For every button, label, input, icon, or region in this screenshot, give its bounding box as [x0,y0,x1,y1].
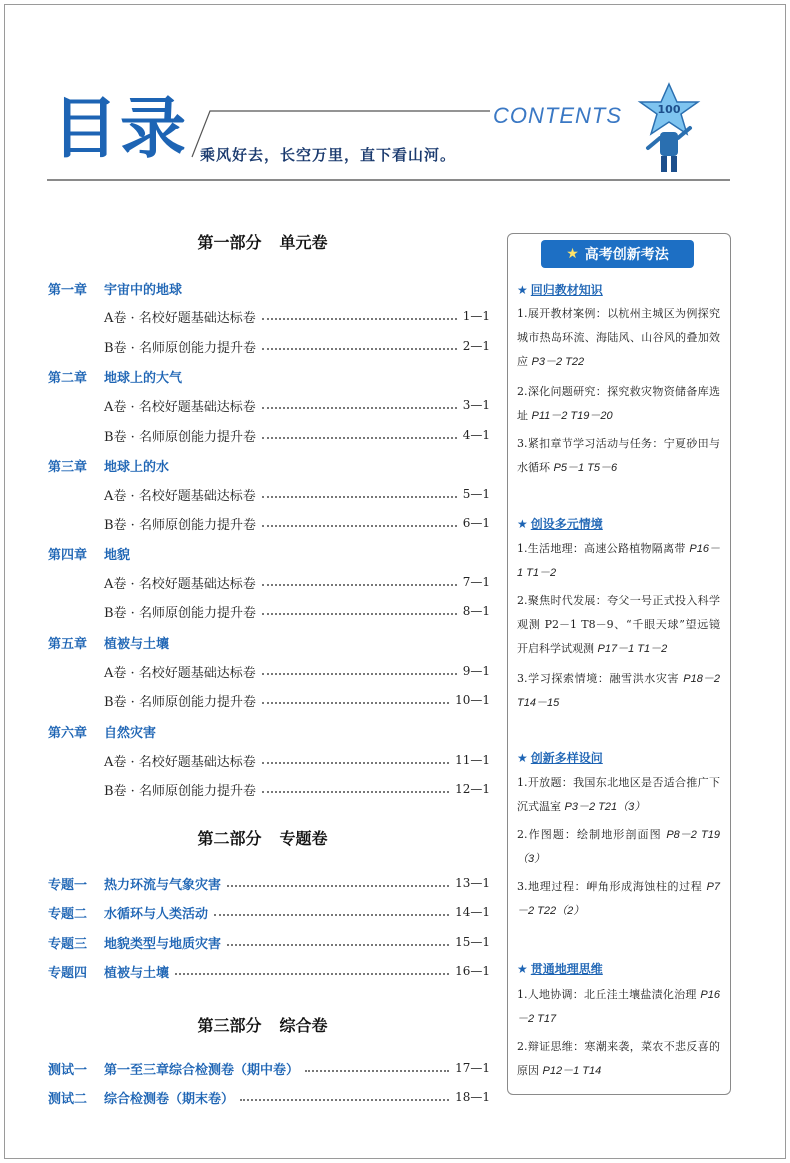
toc-entry[interactable]: A卷 · 名校好题基础达标卷 3—1 [104,398,490,415]
star-icon: ★ [517,283,528,297]
toc-topic[interactable]: 测试一 第一至三章综合检测卷（期中卷） 17—1 [48,1061,490,1078]
toc-entry[interactable]: B卷 · 名师原创能力提升卷 4—1 [104,428,490,445]
svg-text:100: 100 [657,103,681,116]
toc-entry[interactable]: B卷 · 名师原创能力提升卷 12—1 [104,782,490,799]
chapter-heading[interactable]: 第六章 自然灾害 [48,726,157,741]
header-divider [47,179,730,181]
sidebar-section-title: ★ 创新多样设问 [517,751,603,765]
sidebar-item: 1.开放题：我国东北地区是否适合推广下沉式温室 P3－2 T21（3） [517,776,720,813]
sidebar-item: 2.聚焦时代发展：夸父一号正式投入科学观测 P2－1 T8－9、“千眼天球”望远镜开启科学试观测 P17－1 T1－2 [517,594,720,655]
star-icon: ★ [517,751,528,765]
toc-entry[interactable]: A卷 · 名校好题基础达标卷 1—1 [104,309,490,326]
sidebar-section-title: ★ 回归教材知识 [517,283,603,297]
toc-topic[interactable]: 专题四 植被与土壤 16—1 [48,964,490,981]
star-icon: ★ [566,246,579,262]
header-slogan: 乘风好去，长空万里，直下看山河。 [200,146,457,164]
mascot-icon [636,82,702,178]
toc-entry[interactable]: A卷 · 名校好题基础达标卷 11—1 [104,753,490,770]
toc-topic[interactable]: 专题二 水循环与人类活动 14—1 [48,905,490,922]
chapter-heading[interactable]: 第一章 宇宙中的地球 [48,283,183,298]
star-icon: ★ [517,517,528,531]
part-title: 第二部分 专题卷 [197,829,328,848]
toc-entry[interactable]: B卷 · 名师原创能力提升卷 8—1 [104,604,490,621]
sidebar-item: 2.深化问题研究：探究救灾物资储备库选址 P11－2 T19－20 [517,385,720,422]
sidebar-item: 1.生活地理：高速公路植物隔离带 P16－1 T1－2 [517,542,720,579]
toc-entry[interactable]: A卷 · 名校好题基础达标卷 9—1 [104,664,490,681]
part-title: 第三部分 综合卷 [197,1016,328,1035]
toc-entry[interactable]: B卷 · 名师原创能力提升卷 6—1 [104,516,490,533]
sidebar-item: 3.地理过程：岬角形成海蚀柱的过程 P7－2 T22（2） [517,880,720,917]
sidebar-banner: ★ 高考创新考法 [541,240,694,268]
toc-entry[interactable]: A卷 · 名校好题基础达标卷 5—1 [104,487,490,504]
sidebar-item: 3.紧扣章节学习活动与任务：宁夏砂田与水循环 P5－1 T5－6 [517,437,720,474]
toc-topic[interactable]: 测试二 综合检测卷（期末卷） 18—1 [48,1090,490,1107]
chapter-heading[interactable]: 第五章 植被与土壤 [48,637,170,652]
toc-topic[interactable]: 专题三 地貌类型与地质灾害 15—1 [48,935,490,952]
sidebar-item: 1.人地协调：北丘洼土壤盐渍化治理 P16－2 T17 [517,988,720,1025]
sidebar-item: 3.学习探索情境：融雪洪水灾害 P18－2 T14－15 [517,672,720,709]
sidebar-section-title: ★ 创设多元情境 [517,517,603,531]
chapter-heading[interactable]: 第二章 地球上的大气 [48,371,183,386]
toc-entry[interactable]: A卷 · 名校好题基础达标卷 7—1 [104,575,490,592]
contents-label: CONTENTS [493,103,622,128]
toc-entry[interactable]: B卷 · 名师原创能力提升卷 2—1 [104,339,490,356]
part-title: 第一部分 单元卷 [197,233,328,252]
star-icon: ★ [517,962,528,976]
sidebar-section-title: ★ 贯通地理思维 [517,962,603,976]
page-title: 目录 [52,90,188,167]
toc-topic[interactable]: 专题一 热力环流与气象灾害 13—1 [48,876,490,893]
chapter-heading[interactable]: 第四章 地貌 [48,548,131,563]
toc-entry[interactable]: B卷 · 名师原创能力提升卷 10—1 [104,693,490,710]
chapter-heading[interactable]: 第三章 地球上的水 [48,460,170,475]
sidebar-item: 1.展开教材案例：以杭州主城区为例探究城市热岛环流、海陆风、山谷风的叠加效应 P3－2 T22 [517,307,720,368]
sidebar-item: 2.辩证思维：寒潮来袭，菜农不悲反喜的原因 P12－1 T14 [517,1040,720,1077]
sidebar-item: 2.作图题：绘制地形剖面图 P8－2 T19（3） [517,828,720,865]
